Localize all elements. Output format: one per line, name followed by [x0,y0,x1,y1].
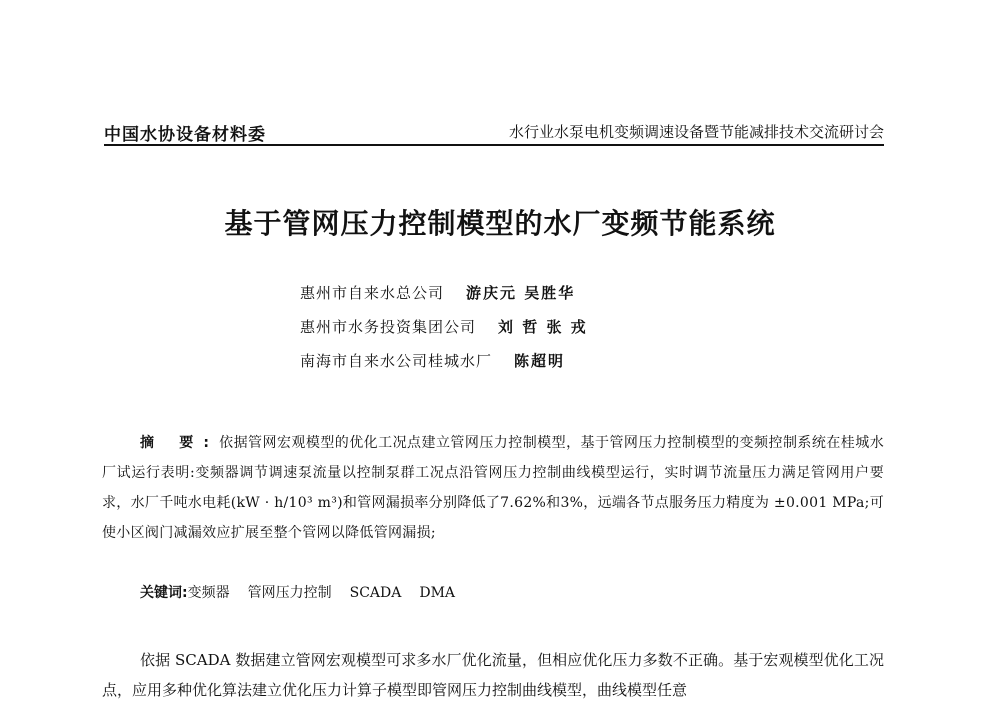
affiliation-org: 惠州市水务投资集团公司 [300,318,477,336]
header-divider [104,144,884,146]
author-names: 刘 哲 张 戎 [498,318,588,336]
affiliation-org: 南海市自来水公司桂城水厂 [300,352,493,370]
keywords [140,580,473,606]
author-names: 陈超明 [514,352,566,370]
affiliation-org: 惠州市自来水总公司 [300,284,445,302]
keyword: DMA [419,585,456,601]
affiliation-2 [300,316,588,338]
affiliation-1 [300,282,575,304]
keywords-label: 关键词: [140,585,188,601]
paper-title: 基于管网压力控制模型的水厂变频节能系统 [224,207,776,240]
abstract-text: 依据管网宏观模型的优化工况点建立管网压力控制模型，基于管网压力控制模型的变频控制系统在桂城水厂试运行表明:变频器调节调速泵流量以控制泵群工况点沿管网压力控制曲线模型运行，实时调节流量压力满足管网用户要求，水厂千吨水电耗(kW · h/10³ m³)和管网漏损率分别降低了7.62%和3%，远端各节点服务压力精度为 ±0.001 MPa;可使小区阀门减漏效应扩展至整个管网以降低管网漏损; [102,435,884,541]
body-paragraph: 依据 SCADA 数据建立管网宏观模型可求多水厂优化流量，但相应优化压力多数不正确。基于宏观模型优化工况点，应用多种优化算法建立优化压力计算子模型即管网压力控制曲线模型，曲线模型任意 [102,651,884,699]
keyword: 管网压力控制 [247,585,332,601]
proceedings-header-left: 中国水协设备材料委 [104,125,266,145]
keyword: 变频器 [187,585,230,601]
abstract-label: 摘 要: [140,435,219,451]
keyword: SCADA [349,585,402,601]
author-names: 游庆元 吴胜华 [466,284,576,302]
affiliation-3 [300,350,565,372]
abstract [102,428,884,548]
proceedings-header-right: 水行业水泵电机变频调速设备暨节能减排技术交流研讨会 [508,123,884,141]
